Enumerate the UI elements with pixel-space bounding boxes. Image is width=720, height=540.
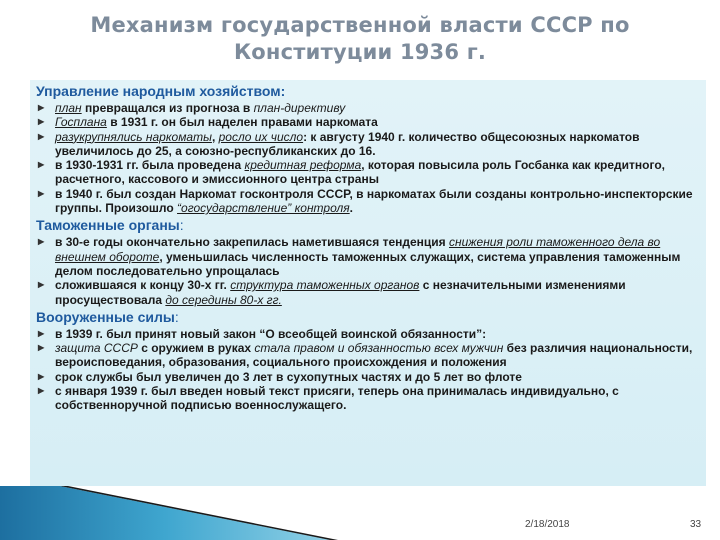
slide-title-line-2: Конституции 1936 г. xyxy=(233,40,487,64)
bullet-arrow-icon: ▶ xyxy=(38,386,45,396)
section-heading xyxy=(36,217,704,234)
bullet-arrow-icon: ▶ xyxy=(38,371,45,381)
section-heading-colon: : xyxy=(179,217,184,234)
bullet-arrow-icon: ▶ xyxy=(38,103,45,112)
slide-title-line-1: Механизм государственной власти СССР по xyxy=(90,13,630,37)
bullet-text: в 1939 г. был принят новый закон “О всеобщей воинской обязанности”: xyxy=(55,326,487,341)
bullet-arrow-icon: ▶ xyxy=(38,328,45,338)
bullet-text: с января 1939 г. был введен новый текст присяги, теперь она принималась индивидуально, с собственноручной подписью военнослужащего. xyxy=(55,384,619,413)
bullet-arrow-icon: ▶ xyxy=(38,188,45,198)
bullet-text: , уменьшилась численность таможенных служащих, система управления таможенным делом последовательно упрощалась xyxy=(55,249,681,278)
section-heading-text: Таможенные органы xyxy=(36,217,180,234)
bullet-item xyxy=(36,101,704,115)
bullet-item xyxy=(36,235,704,278)
bullet-text: с незначительными изменениями просуществовала xyxy=(55,278,626,307)
bullet-arrow-icon: ▶ xyxy=(38,343,45,353)
bullet-item xyxy=(36,115,704,129)
emphasized-text: структура таможенных органов xyxy=(230,278,420,293)
emphasized-text: защита СССР xyxy=(55,341,138,356)
slide-page-number: 33 xyxy=(690,519,702,530)
section-heading-colon: : xyxy=(174,308,179,325)
bullet-item xyxy=(36,341,704,370)
emphasized-text: кредитная реформа xyxy=(244,158,362,173)
emphasized-text: снижения роли таможенного дела во внешнем обороте xyxy=(55,235,661,264)
emphasized-text: план-директиву xyxy=(253,101,346,115)
bullet-text: в 1931 г. он был наделен правами наркомата xyxy=(106,115,378,130)
bullet-item xyxy=(36,130,704,159)
section-heading xyxy=(36,309,704,326)
bullet-list xyxy=(36,101,704,215)
emphasized-text: разукрупнялись наркоматы xyxy=(55,129,212,144)
content-area xyxy=(36,83,704,415)
bullet-text: в 30-е годы окончательно закрепилась наметившаяся тенденция xyxy=(55,235,449,250)
decorative-wedge xyxy=(0,480,700,540)
emphasized-text: до середины 80-х гг. xyxy=(165,292,282,307)
bullet-text: . xyxy=(349,201,354,216)
bullet-item xyxy=(36,158,704,187)
bullet-text: в 1940 г. был создан Наркомат госконтроля СССР, в наркоматах были созданы контрольно-инспекторские группы. Произошло xyxy=(55,186,693,216)
bullet-text: с оружием в руках xyxy=(137,341,255,356)
section-heading-text: Вооруженные силы xyxy=(36,308,175,325)
bullet-text: срок службы был увеличен до 3 лет в сухопутных частях и до 5 лет во флоте xyxy=(55,369,522,384)
section-heading xyxy=(36,83,704,100)
bullet-item xyxy=(36,384,704,413)
bullet-item xyxy=(36,370,704,384)
bullet-list xyxy=(36,327,704,413)
bullet-arrow-icon: ▶ xyxy=(38,117,45,127)
bullet-text: превращался из прогноза в xyxy=(81,101,254,115)
emphasized-text: “огосударствление” контроля xyxy=(177,201,350,216)
bullet-item xyxy=(36,278,704,307)
bullet-text: в 1930-1931 гг. была проведена xyxy=(55,158,245,173)
bullet-text: сложившаяся к концу 30-х гг. xyxy=(55,278,231,293)
emphasized-text: план xyxy=(55,101,82,115)
bullet-arrow-icon: ▶ xyxy=(38,280,45,290)
bullet-text: : к августу 1940 г. количество общесоюзных наркоматов увеличилось до 25, а союзно-республиканских до 16. xyxy=(55,129,640,158)
bullet-text: без различия национальности, вероисповедания, образования, социального происхождения и положения xyxy=(55,341,693,370)
bullet-arrow-icon: ▶ xyxy=(38,237,45,247)
bullet-item xyxy=(36,187,704,216)
bullet-text: , которая повысила роль Госбанка как кредитного, расчетного, кассового и эмиссионного центра страны xyxy=(55,158,665,187)
bullet-list xyxy=(36,235,704,306)
bullet-text: , xyxy=(211,129,219,144)
bullet-arrow-icon: ▶ xyxy=(38,131,45,141)
emphasized-text: росло их число xyxy=(218,129,304,144)
slide-title xyxy=(60,12,660,66)
bullet-arrow-icon: ▶ xyxy=(38,160,45,170)
slide-date: 2/18/2018 xyxy=(525,519,570,530)
emphasized-text: стала правом и обязанностью всех мужчин xyxy=(254,341,504,356)
bullet-item xyxy=(36,327,704,341)
emphasized-text: Госплана xyxy=(55,115,107,130)
section-heading-text: Управление народным хозяйством: xyxy=(36,83,286,99)
